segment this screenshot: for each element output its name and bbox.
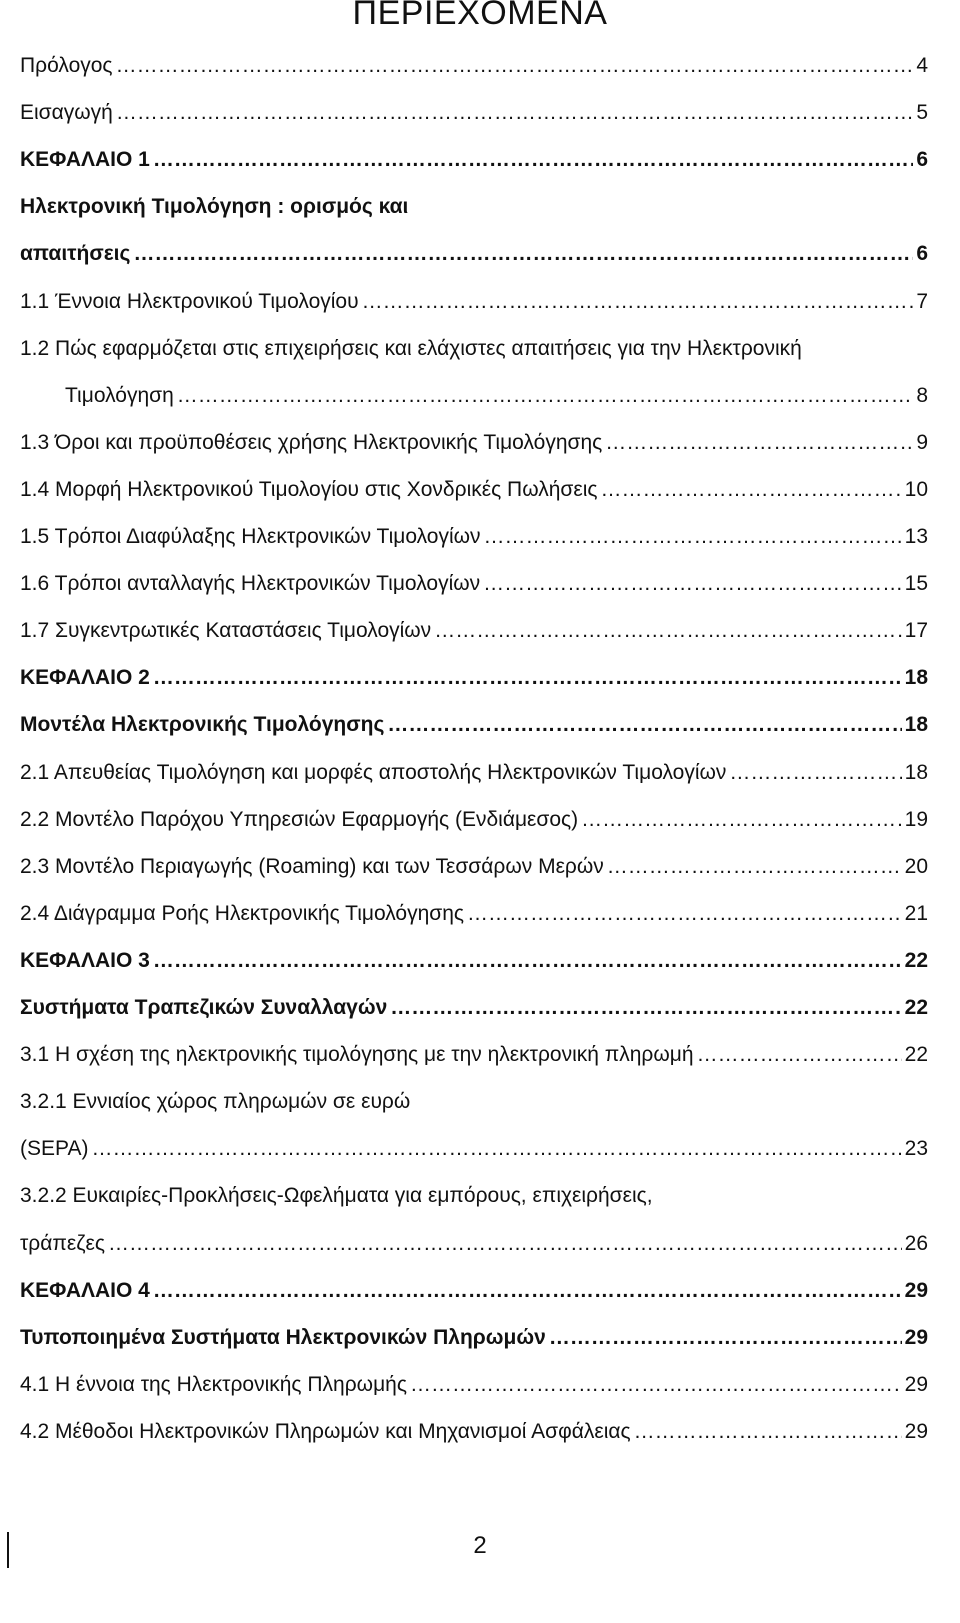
toc-entry[interactable] xyxy=(20,290,928,326)
toc-entry-title: Ηλεκτρονική Τιμολόγηση : ορισμός και xyxy=(20,195,409,219)
toc-dot-leader xyxy=(116,54,914,78)
toc-dot-leader xyxy=(697,1043,902,1067)
toc-dot-leader xyxy=(387,713,901,737)
toc-entry[interactable] xyxy=(20,431,928,467)
toc-dot-leader xyxy=(729,761,901,785)
toc-entry-title: 4.1 Η έννοια της Ηλεκτρονικής Πληρωμής xyxy=(20,1372,407,1396)
toc-entry[interactable] xyxy=(20,195,928,231)
toc-dot-leader xyxy=(133,242,913,266)
toc-entry-page: 13 xyxy=(904,525,928,548)
toc-dot-leader xyxy=(607,855,902,879)
toc-entry-title: 1.4 Μορφή Ηλεκτρονικού Τιμολογίου στις Χονδρικές Πωλήσεις xyxy=(20,477,598,501)
toc-entry-title: ΚΕΦΑΛΑΙΟ 2 xyxy=(20,666,150,690)
toc-entry[interactable] xyxy=(20,525,928,561)
toc-entry-title: 1.3 Όροι και προϋποθέσεις χρήσης Ηλεκτρονικής Τιμολόγησης xyxy=(20,430,603,454)
toc-entry[interactable] xyxy=(20,148,928,184)
toc-entry-title: ΚΕΦΑΛΑΙΟ 1 xyxy=(20,148,150,172)
toc-entry[interactable] xyxy=(20,949,928,985)
toc-entry[interactable] xyxy=(20,619,928,655)
toc-entry-title: Συστήματα Τραπεζικών Συναλλαγών xyxy=(20,996,388,1019)
toc-entry[interactable] xyxy=(20,1137,928,1173)
toc-dot-leader xyxy=(581,808,901,832)
toc-entry-title: 1.7 Συγκεντρωτικές Καταστάσεις Τιμολογίων xyxy=(20,619,432,643)
toc-dot-leader xyxy=(153,666,902,690)
toc-entry-page: 19 xyxy=(904,807,928,831)
toc-entry-title: 1.1 Έννοια Ηλεκτρονικού Τιμολογίου xyxy=(20,289,359,313)
toc-dot-leader xyxy=(601,478,902,502)
toc-entry[interactable] xyxy=(20,1326,928,1362)
toc-entry[interactable] xyxy=(20,1279,928,1315)
toc-entry-title: ΚΕΦΑΛΑΙΟ 4 xyxy=(20,1278,150,1302)
toc-entry[interactable] xyxy=(20,855,928,891)
toc-entry[interactable] xyxy=(20,101,928,137)
toc-entry[interactable] xyxy=(20,242,928,278)
toc-dot-leader xyxy=(116,101,913,125)
toc-dot-leader xyxy=(390,996,901,1020)
toc-entry[interactable] xyxy=(20,1232,928,1268)
toc-entry-title: 2.3 Μοντέλο Περιαγωγής (Roaming) και των Τεσσάρων Μερών xyxy=(20,854,604,878)
toc-entry-page: 29 xyxy=(904,1325,928,1349)
toc-entry-page: 18 xyxy=(904,713,928,737)
toc-entry-page: 20 xyxy=(904,854,928,878)
toc-entry-page: 6 xyxy=(916,148,928,172)
toc-entry-title: 2.1 Απευθείας Τιμολόγηση και μορφές αποστολής Ηλεκτρονικών Τιμολογίων xyxy=(20,760,727,784)
toc-entry-title: τράπεζες xyxy=(20,1231,105,1255)
toc-entry[interactable] xyxy=(20,713,928,749)
toc-entry[interactable] xyxy=(20,54,928,90)
toc-entry-title: Τυποποιημένα Συστήματα Ηλεκτρονικών Πληρωμών xyxy=(20,1325,546,1349)
toc-dot-leader xyxy=(108,1232,902,1256)
page-title: ΠΕΡΙΕΧΟΜΕΝΑ xyxy=(352,0,608,32)
toc-entry-title: 1.6 Τρόποι ανταλλαγής Ηλεκτρονικών Τιμολογίων xyxy=(20,572,481,596)
toc-entry[interactable] xyxy=(20,996,928,1032)
toc-dot-leader xyxy=(153,148,913,172)
toc-dot-leader xyxy=(549,1326,902,1350)
toc-entry-page: 29 xyxy=(904,1372,928,1396)
toc-entry[interactable] xyxy=(20,808,928,844)
toc-entry-title: 3.1 Η σχέση της ηλεκτρονικής τιμολόγησης με την ηλεκτρονική πληρωμή xyxy=(20,1043,694,1067)
toc-entry-page: 26 xyxy=(904,1231,928,1255)
toc-entry-page: 7 xyxy=(916,289,928,313)
toc-entry-page: 10 xyxy=(904,477,928,501)
toc-entry[interactable] xyxy=(20,1090,928,1126)
toc-entry-page: 4 xyxy=(916,54,928,77)
toc-entry-page: 22 xyxy=(904,996,928,1019)
toc-dot-leader xyxy=(434,619,901,643)
toc-entry-page: 9 xyxy=(916,430,928,454)
toc-entry-title: 3.2.1 Εννιαίος χώρος πληρωμών σε ευρώ xyxy=(20,1090,411,1114)
toc-dot-leader xyxy=(362,290,914,314)
toc-entry[interactable] xyxy=(20,384,928,420)
toc-entry-title: 2.4 Διάγραμμα Ροής Ηλεκτρονικής Τιμολόγησης xyxy=(20,901,465,925)
toc-entry-title: 4.2 Μέθοδοι Ηλεκτρονικών Πληρωμών και Μηχανισμοί Ασφάλειας xyxy=(20,1419,631,1443)
toc-entry[interactable] xyxy=(20,1043,928,1079)
toc-entry[interactable] xyxy=(20,572,928,608)
toc-entry[interactable] xyxy=(20,666,928,702)
toc-entry-page: 17 xyxy=(904,619,928,643)
toc-entry[interactable] xyxy=(20,337,928,373)
toc-entry-title: 2.2 Μοντέλο Παρόχου Υπηρεσιών Εφαρμογής (Ενδιάμεσος) xyxy=(20,807,579,831)
toc-entry[interactable] xyxy=(20,1420,928,1456)
toc-dot-leader xyxy=(605,431,913,455)
toc-entry-page: 22 xyxy=(904,948,928,972)
toc-entry-page: 15 xyxy=(904,572,928,596)
toc-entry-page: 21 xyxy=(904,901,928,925)
toc-entry-page: 29 xyxy=(904,1419,928,1443)
toc-entry-page: 18 xyxy=(904,666,928,690)
page-number: 2 xyxy=(473,1532,487,1559)
toc-dot-leader xyxy=(91,1137,901,1161)
toc-entry[interactable] xyxy=(20,1373,928,1409)
toc-entry-title: Εισαγωγή xyxy=(20,101,113,125)
toc-dot-leader xyxy=(153,1279,902,1303)
toc-entry-title: (SEPA) xyxy=(20,1137,89,1161)
toc-entry[interactable] xyxy=(20,761,928,797)
toc-dot-leader xyxy=(484,525,902,549)
toc-entry-title: 3.2.2 Ευκαιρίες-Προκλήσεις-Ωφελήματα για εμπόρους, επιχειρήσεις, xyxy=(20,1184,653,1208)
toc-dot-leader xyxy=(634,1420,902,1444)
toc-entry-title: Τιμολόγηση xyxy=(65,383,174,407)
toc-entry-page: 23 xyxy=(904,1137,928,1161)
toc-entry-title: ΚΕΦΑΛΑΙΟ 3 xyxy=(20,948,150,972)
toc-dot-leader xyxy=(467,902,902,926)
toc-entry-page: 5 xyxy=(916,101,928,125)
toc-entry[interactable] xyxy=(20,1184,928,1220)
toc-entry-page: 22 xyxy=(904,1043,928,1067)
toc-dot-leader xyxy=(483,572,902,596)
toc-entry-title: Μοντέλα Ηλεκτρονικής Τιμολόγησης xyxy=(20,713,385,737)
toc-entry-page: 8 xyxy=(916,383,928,407)
toc-entry-page: 29 xyxy=(904,1278,928,1302)
toc-entry-title: 1.5 Τρόποι Διαφύλαξης Ηλεκτρονικών Τιμολογίων xyxy=(20,525,481,548)
toc-entry-page: 6 xyxy=(916,242,928,266)
toc-dot-leader xyxy=(177,384,914,408)
toc-entry-page: 18 xyxy=(904,760,928,784)
toc-dot-leader xyxy=(410,1373,902,1397)
toc-entry-title: Πρόλογος xyxy=(20,54,113,77)
toc-entry[interactable] xyxy=(20,478,928,514)
toc-entry-title: 1.2 Πώς εφαρμόζεται στις επιχειρήσεις και ελάχιστες απαιτήσεις για την Ηλεκτρονική xyxy=(20,336,802,360)
toc-entry-title: απαιτήσεις xyxy=(20,242,131,266)
toc-entry[interactable] xyxy=(20,902,928,938)
toc-dot-leader xyxy=(153,949,902,973)
